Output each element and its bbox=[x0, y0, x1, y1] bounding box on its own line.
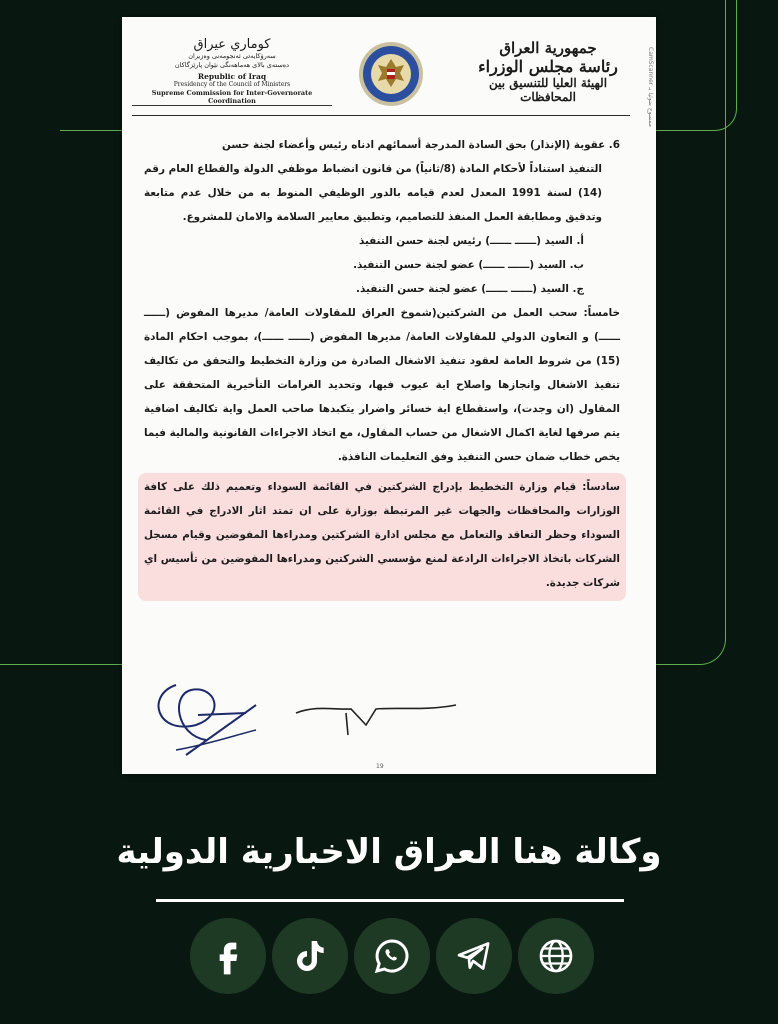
letterhead-english-country: Republic of Iraq bbox=[197, 72, 267, 81]
facebook-icon bbox=[208, 936, 248, 976]
paragraph-sixth: سادساً: قيام وزارة التخطيط بإدراج الشركتين في القائمة السوداء وتعميم ذلك على كافة الوزارات والمحافظات والجهات غير المرتبطة بوزارة على ان تمتد اثار الادراج في القائمة السوداء وحظر التعاقد والتعامل مع مجلس ادارة الشركتين ومدراءها المفوضين وقيام مسجل الشركات باتخاذ الاجراءات الرادعة لمنع مؤسسي الشركتين ومدراءها المفوضين من تأسيس اي شركات جديدة. bbox=[144, 481, 620, 589]
highlighted-paragraph bbox=[138, 473, 626, 601]
social-links bbox=[190, 918, 595, 996]
letterhead-presidency: رئاسة مجلس الوزراء bbox=[478, 57, 618, 76]
facebook-button[interactable] bbox=[190, 918, 266, 994]
list-item: ج. السيد (ــــــ ــــــ) عضو لجنة حسن التنفيذ. bbox=[356, 283, 584, 295]
letterhead-english-commission: Supreme Commission for Inter-Governorate Coordination bbox=[132, 89, 332, 106]
letterhead-commission: الهيئة العليا للتنسيق بين المحافظات bbox=[488, 76, 608, 104]
letterhead-english-presidency: Presidency of the Council of Ministers bbox=[173, 81, 291, 88]
list-item: أ. السيد (ــــــ ــــــ) رئيس لجنة حسن التنفيذ bbox=[358, 235, 584, 247]
list-item: ب. السيد (ــــــ ــــــ) عضو لجنة حسن التنفيذ. bbox=[353, 259, 584, 271]
tiktok-button[interactable] bbox=[272, 918, 348, 994]
letterhead-kurdish: سەرۆکایەتی ئەنجومەنی وەزیران bbox=[188, 52, 276, 60]
letterhead-right bbox=[468, 39, 628, 104]
paragraph-sixth-penalty: 6. عقوبة (الإنذار) بحق السادة المدرجة أسمائهم ادناه رئيس وأعضاء لجنة حسن bbox=[222, 139, 620, 151]
paragraph-fifth: خامساً: سحب العمل من الشركتين(شموخ العراق للمقاولات العامة/ مديرها المفوض (ــــــ ــــــ) و التعاون الدولي للمقاولات العامة/ مديرها المفوض (ــــــ ــــــ)، بموجب احكام المادة (15) من شروط العامة لعقود تنفيذ الاشغال الصادرة من وزارة التخطيط والتحقق من تكاليف تنفيذ الاشغال وانجازها واصلاح اية عيوب فيها، وتحديد الغرامات التأخيرية المتحققة على المقاول (ان وجدت)، واستقطاع اية خسائر واضرار يتكبدها صاحب العمل واية تكاليف اضافية يتم صرفها لغاية اكمال الاشغال من حساب المقاول، مع اتخاذ الاجراءات القانونية والمالية فيما يخص خطاب ضمان حسن التنفيذ وفق التعليمات النافذة. bbox=[144, 307, 620, 463]
paragraph-sixth-penalty-continued: التنفيذ استناداً لأحكام المادة (8/ثانياً) من قانون انضباط موظفي الدولة والقطاع العام رقم (14) لسنة 1991 المعدل لعدم قيامه بالدور الوظيفي المنوط به من خلال عدم متابعة وتدقيق ومطابقة العمل المنفذ للتصاميم، وتطبيق معايير السلامة والامان للمشروع. bbox=[144, 163, 602, 223]
letterhead-arabic: كوماري عيراق bbox=[193, 37, 271, 52]
telegram-icon bbox=[454, 936, 494, 976]
page-number: 19 bbox=[376, 763, 384, 770]
tiktok-icon bbox=[290, 936, 330, 976]
letterhead-republic: جمهورية العراق bbox=[499, 39, 597, 57]
agency-name: وكالة هنا العراق الاخبارية الدولية bbox=[116, 832, 662, 872]
agency-underline bbox=[156, 899, 624, 902]
globe-icon bbox=[536, 936, 576, 976]
header-divider bbox=[132, 115, 630, 116]
scanner-watermark: CamScanner ممسوح ضوئيا بـ bbox=[647, 47, 654, 127]
telegram-button[interactable] bbox=[436, 918, 512, 994]
signatures-image bbox=[136, 665, 516, 774]
document-page bbox=[122, 17, 656, 774]
website-button[interactable] bbox=[518, 918, 594, 994]
whatsapp-button[interactable] bbox=[354, 918, 430, 994]
whatsapp-icon bbox=[372, 936, 412, 976]
letterhead-left bbox=[132, 37, 332, 107]
document-body bbox=[144, 133, 620, 601]
letterhead-kurdish-2: دەستەی بالای هەماهەنگی نێوان پارێزگاکان bbox=[174, 61, 290, 69]
iraq-emblem-icon bbox=[358, 41, 424, 107]
